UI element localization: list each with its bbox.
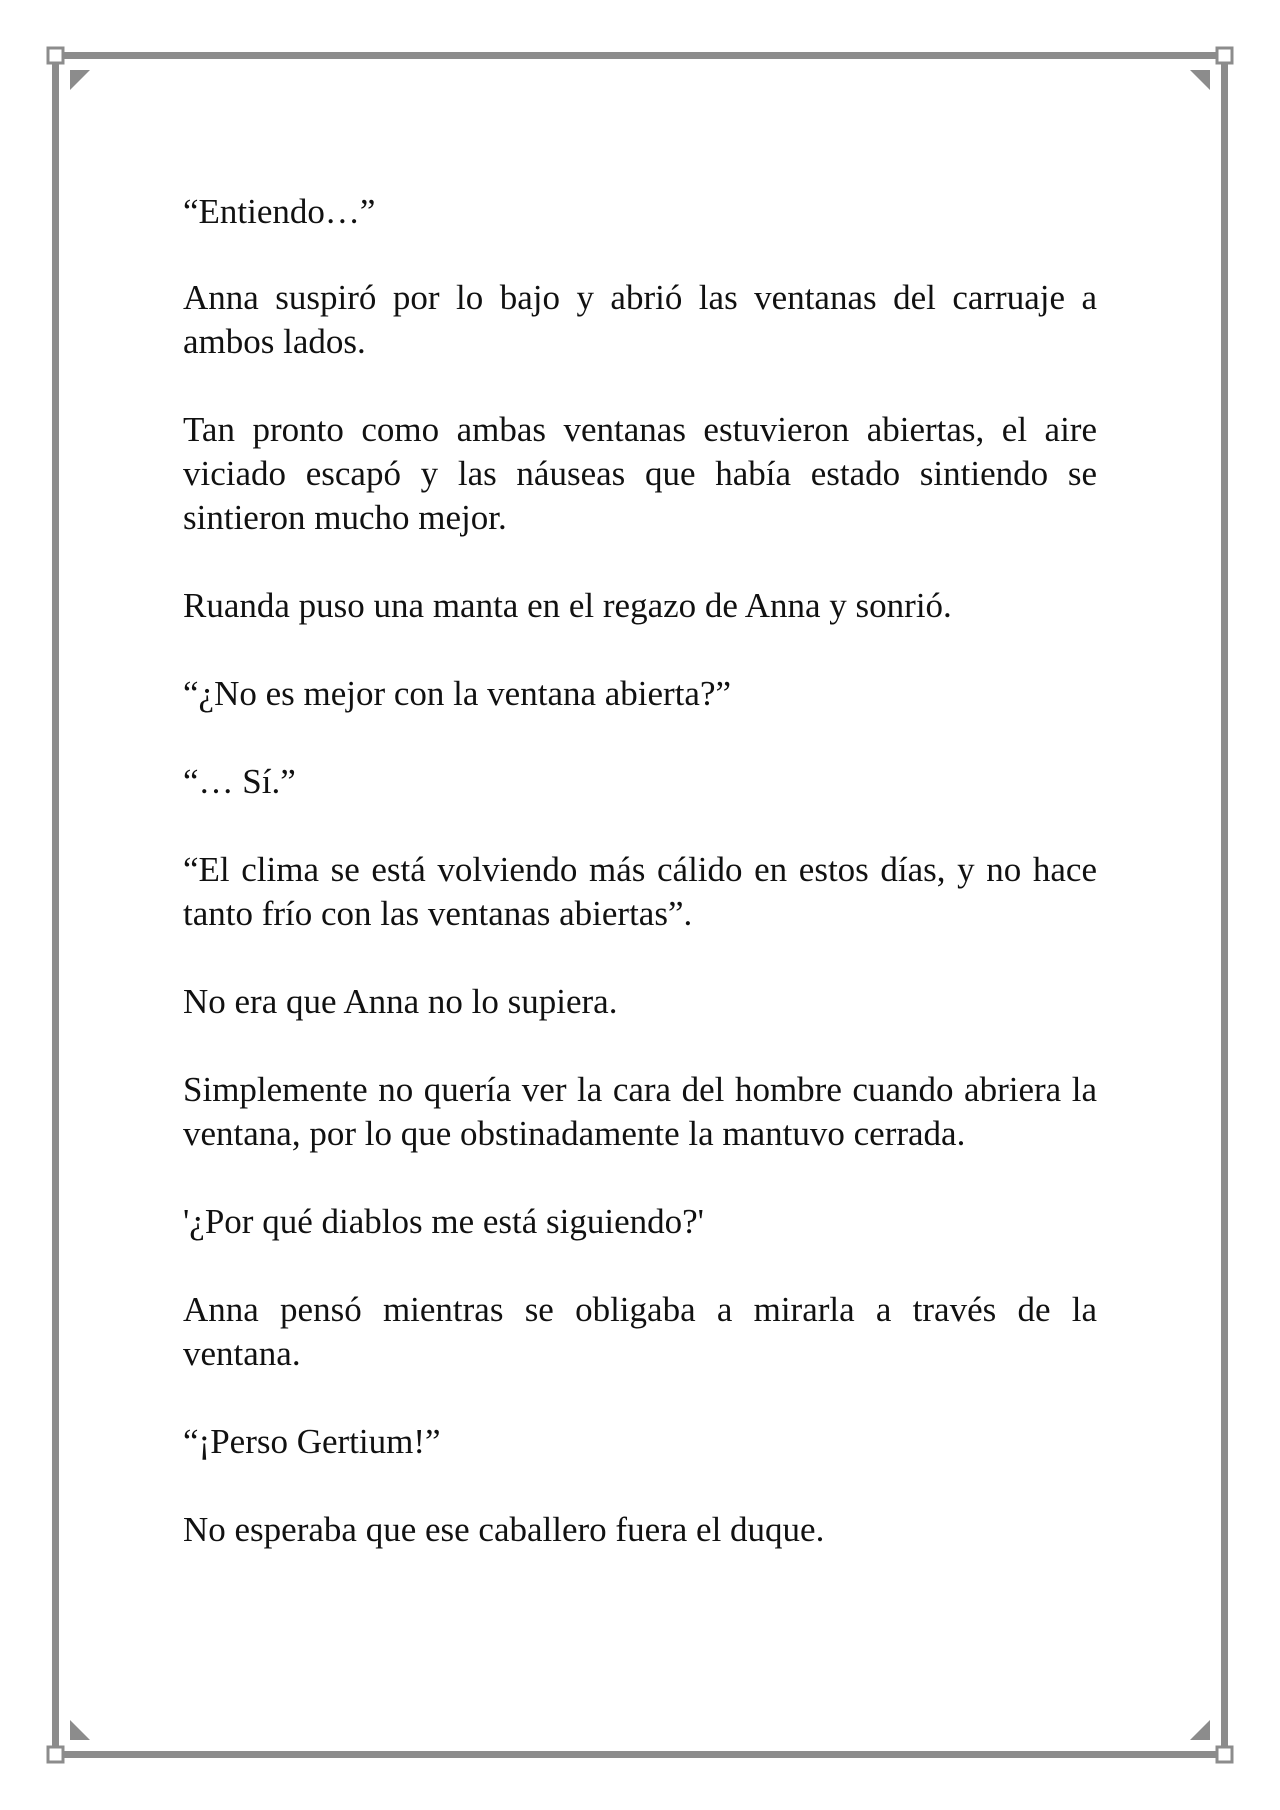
paragraph-7: “El clima se está volviendo más cálido en estos días, y no hace tanto frío con las ventanas abiertas”. — [183, 850, 1097, 933]
paragraph-1: “Entiendo…” — [183, 192, 376, 231]
paragraph-8: No era que Anna no lo supiera. — [183, 982, 618, 1021]
paragraph-5: “¿No es mejor con la ventana abierta?” — [183, 674, 732, 713]
document-body — [183, 190, 1097, 1552]
corner-triangle-bl — [70, 1720, 90, 1740]
corner-square-tr — [1217, 48, 1232, 63]
paragraph-10: '¿Por qué diablos me está siguiendo?' — [183, 1202, 704, 1241]
paragraph-9: Simplemente no quería ver la cara del hombre cuando abriera la ventana, por lo que obstinadamente la mantuvo cerrada. — [183, 1070, 1097, 1153]
paragraph-11: Anna pensó mientras se obligaba a mirarla a través de la ventana. — [183, 1290, 1097, 1373]
corner-triangle-br — [1190, 1720, 1210, 1740]
corner-triangle-tl — [70, 70, 90, 90]
frame-top-bar — [52, 52, 1228, 59]
frame-bottom-bar — [52, 1751, 1228, 1758]
corner-triangle-tr — [1190, 70, 1210, 90]
frame-right-bar — [1221, 52, 1228, 1758]
corner-square-bl — [48, 1747, 63, 1762]
corner-square-br — [1217, 1747, 1232, 1762]
corner-square-tl — [48, 48, 63, 63]
paragraph-6: “… Sí.” — [183, 762, 296, 801]
paragraph-13: No esperaba que ese caballero fuera el duque. — [183, 1510, 825, 1549]
frame-left-bar — [52, 52, 59, 1758]
paragraph-2: Anna suspiró por lo bajo y abrió las ventanas del carruaje a ambos lados. — [183, 278, 1097, 361]
paragraph-4: Ruanda puso una manta en el regazo de Anna y sonrió. — [183, 586, 952, 625]
paragraph-12: “¡Perso Gertium!” — [183, 1422, 441, 1461]
paragraph-3: Tan pronto como ambas ventanas estuvieron abiertas, el aire viciado escapó y las náuseas que había estado sintiendo se sintieron mucho mejor. — [183, 410, 1097, 537]
